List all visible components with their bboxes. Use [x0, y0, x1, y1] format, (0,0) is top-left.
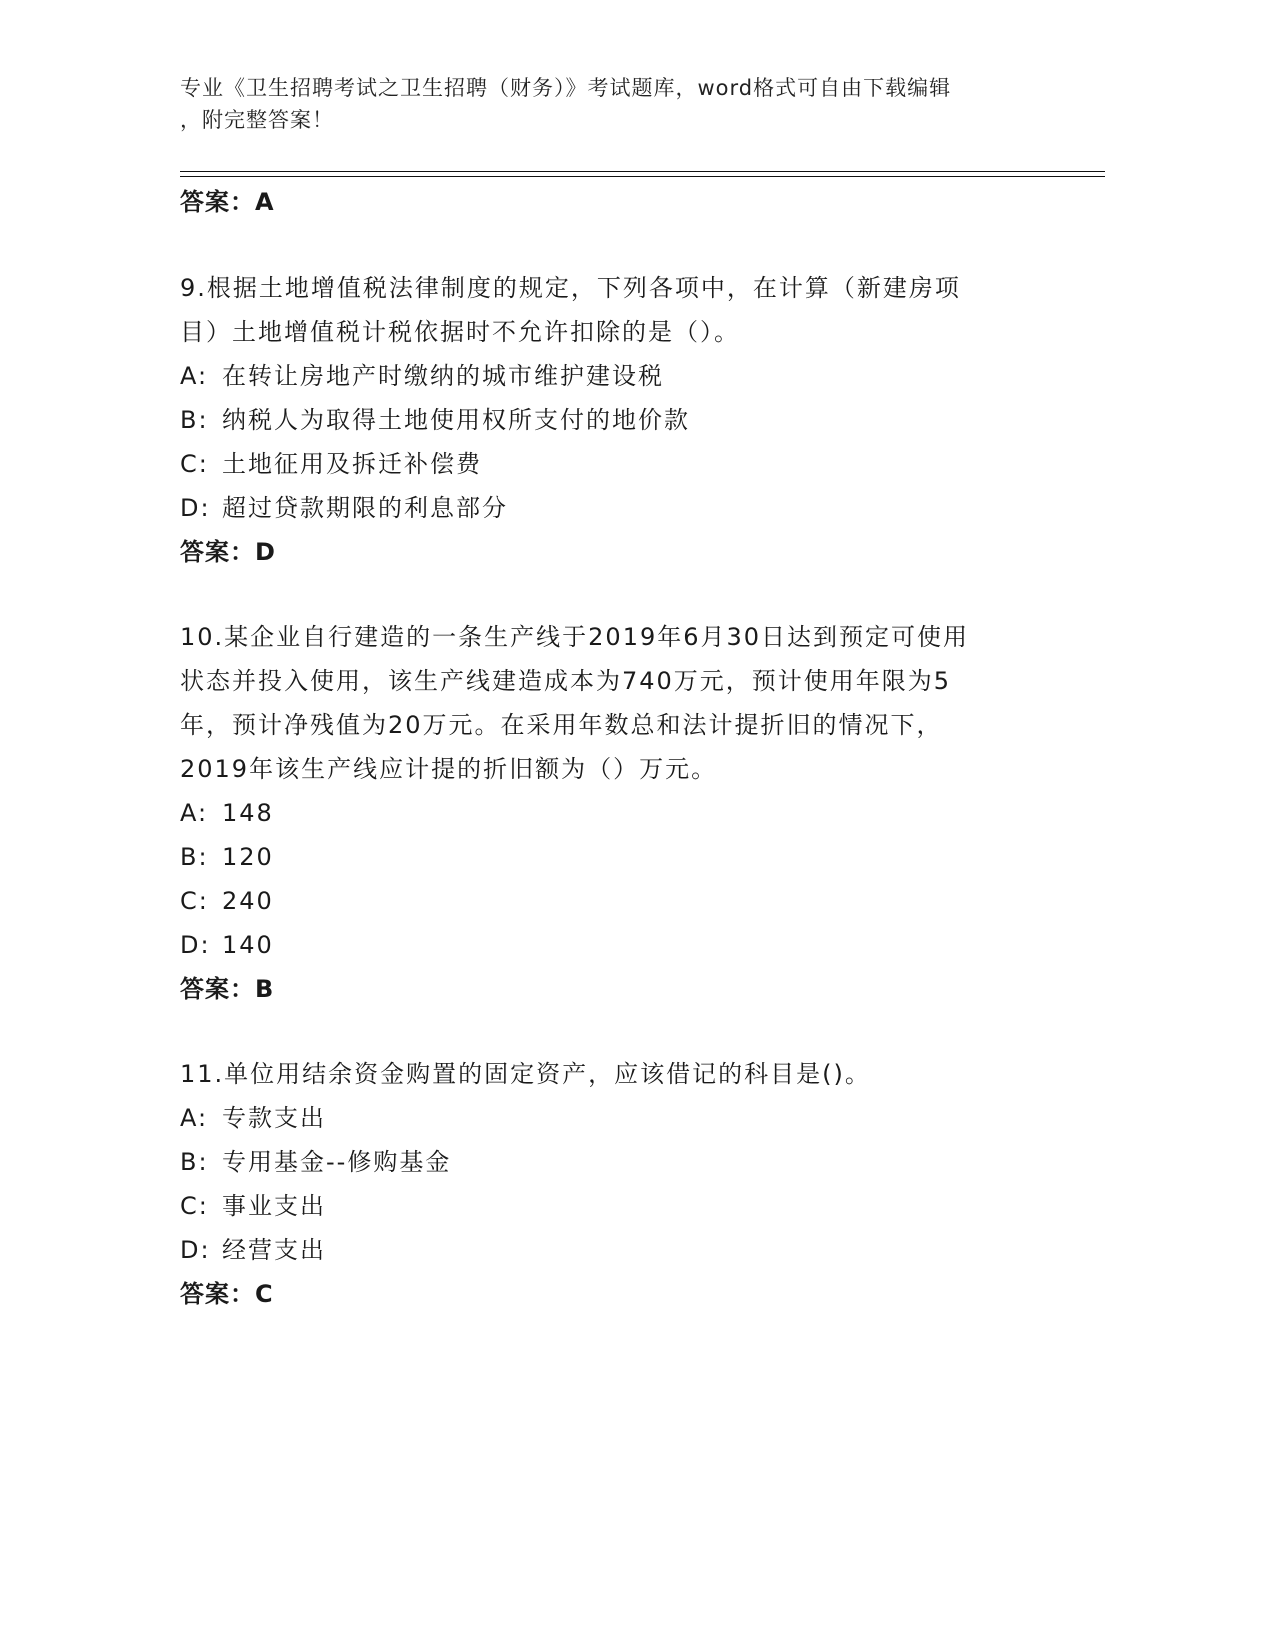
option-key: A:: [180, 362, 209, 390]
document-header: 专业《卫生招聘考试之卫生招聘（财务）》考试题库，word格式可自由下载编辑 ，附完整答案！: [180, 76, 952, 132]
option-key: D:: [180, 1236, 211, 1264]
option-text: 纳税人为取得土地使用权所支付的地价款: [222, 406, 690, 434]
option-c: [180, 879, 1040, 923]
option-text: 超过贷款期限的利息部分: [222, 494, 508, 522]
question-stem-line: 2019年该生产线应计提的折旧额为（）万元。: [180, 755, 718, 783]
answer-label: 答案：C: [180, 1280, 274, 1308]
previous-answer-block: [180, 180, 1040, 224]
question-stem-line: 状态并投入使用，该生产线建造成本为740万元，预计使用年限为5: [180, 667, 952, 695]
option-c: [180, 442, 1040, 486]
option-d: [180, 923, 1040, 967]
option-a: [180, 791, 1040, 835]
question-stem-line: 10.某企业自行建造的一条生产线于2019年6月30日达到预定可使用: [180, 623, 970, 651]
question-10: [180, 615, 1040, 1011]
question-11: [180, 1052, 1040, 1316]
question-stem-line: 11.单位用结余资金购置的固定资产，应该借记的科目是()。: [180, 1060, 871, 1088]
option-key: C:: [180, 450, 209, 478]
option-a: [180, 1096, 1040, 1140]
option-key: B:: [180, 843, 209, 871]
option-b: [180, 1140, 1040, 1184]
answer-label: 答案：A: [180, 188, 275, 216]
option-text: 148: [222, 799, 274, 827]
option-key: D:: [180, 494, 211, 522]
question-stem-line: 9.根据土地增值税法律制度的规定，下列各项中，在计算（新建房项: [180, 274, 961, 302]
option-text: 土地征用及拆迁补偿费: [222, 450, 482, 478]
option-d: [180, 486, 1040, 530]
option-c: [180, 1184, 1040, 1228]
answer-label: 答案：B: [180, 975, 275, 1003]
option-key: B:: [180, 406, 209, 434]
option-b: [180, 835, 1040, 879]
answer-label: 答案：D: [180, 538, 276, 566]
option-key: B:: [180, 1148, 209, 1176]
option-text: 120: [222, 843, 274, 871]
question-stem-line: 目）土地增值税计税依据时不允许扣除的是（）。: [180, 318, 740, 346]
option-text: 经营支出: [222, 1236, 326, 1264]
option-text: 专用基金--修购基金: [222, 1148, 452, 1176]
option-text: 240: [222, 887, 274, 915]
option-d: [180, 1228, 1040, 1272]
question-stem-line: 年，预计净残值为20万元。在采用年数总和法计提折旧的情况下，: [180, 711, 943, 739]
option-text: 事业支出: [222, 1192, 326, 1220]
option-text: 在转让房地产时缴纳的城市维护建设税: [222, 362, 664, 390]
header-divider-top: [180, 171, 1105, 172]
option-key: D:: [180, 931, 211, 959]
option-key: A:: [180, 799, 209, 827]
option-text: 140: [222, 931, 274, 959]
option-key: A:: [180, 1104, 209, 1132]
option-text: 专款支出: [222, 1104, 326, 1132]
header-divider-bottom: [180, 176, 1105, 177]
option-a: [180, 354, 1040, 398]
option-key: C:: [180, 887, 209, 915]
option-b: [180, 398, 1040, 442]
option-key: C:: [180, 1192, 209, 1220]
question-9: [180, 266, 1040, 574]
